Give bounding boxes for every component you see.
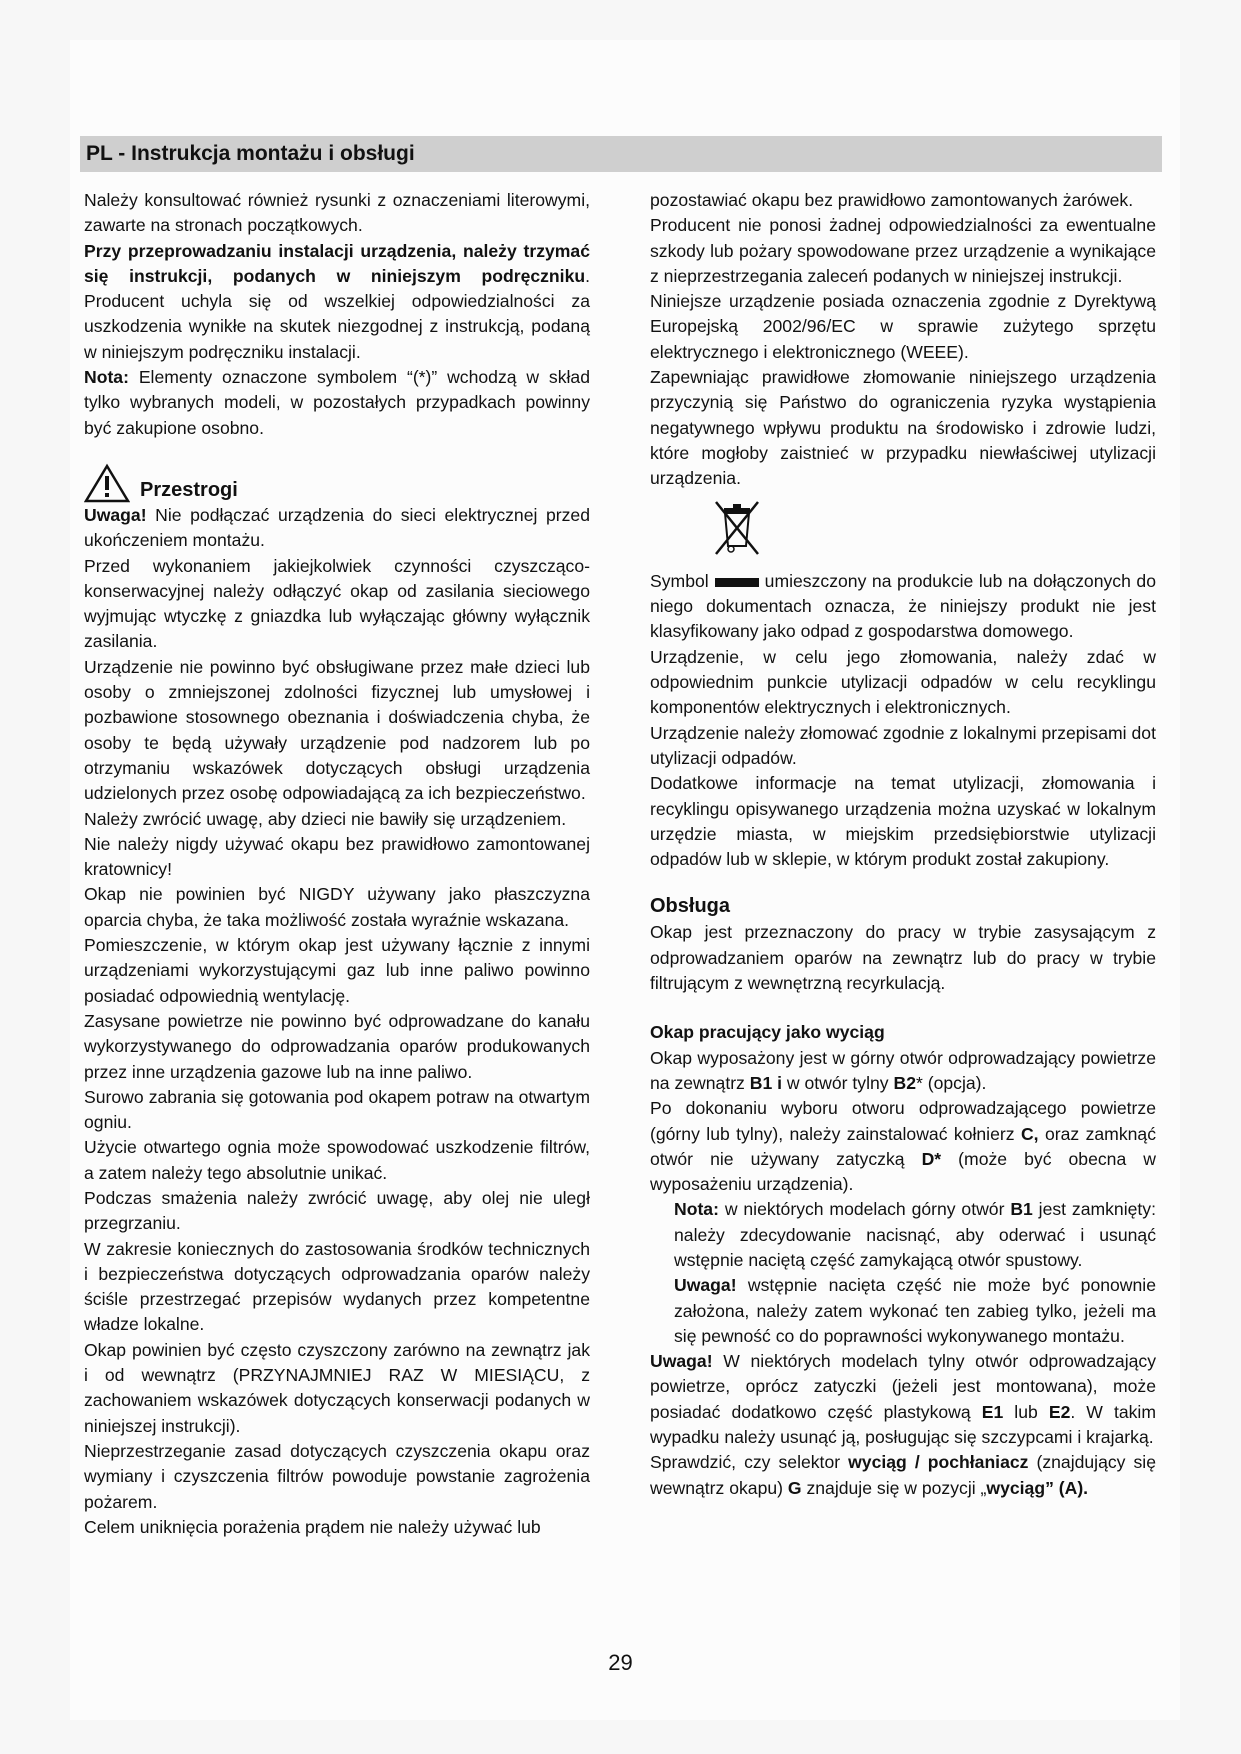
text-run: * (opcja). [916,1072,987,1093]
obsluga-heading: Obsługa [650,895,731,918]
warning-paragraph: Należy zwrócić uwagę, aby dzieci nie bawiły się urządzeniem. [84,808,567,829]
text-run: lub [1003,1401,1049,1422]
info-paragraph: Dodatkowe informacje na temat utylizacji, złomowania i recyklingu opisywanego urządzenia można uzyskać w lokalnym urzędzie miasta, w miejskim przedsiębiorstwie utylizacji odpadów lub w sklepie, w którym produkt został zakupiony. [650,773,1156,870]
uwaga-label: Uwaga! [674,1275,737,1296]
intro-paragraph: Należy konsultować również rysunki z oznaczeniami literowymi, zawarte na stronach początkowych. [84,190,590,236]
black-bar-symbol [715,578,759,587]
text-run: Po dokonaniu wyboru otworu odprowadzającego powietrze (górny lub tylny), należy zainstalować kołnierz [650,1098,1156,1144]
nota-paragraph [84,365,590,441]
local-rules-paragraph: Urządzenie należy złomować zgodnie z lokalnymi przepisami dot utylizacji odpadów. [650,722,1156,768]
ref-d: D* [921,1148,942,1169]
position-label: wyciąg” (A). [986,1477,1089,1498]
warnings-title: Przestrogi [140,478,238,501]
warning-paragraph: Podczas smażenia należy zwrócić uwagę, aby olej nie uległ przegrzaniu. [84,1187,590,1234]
selector-paragraph [650,1450,1156,1501]
outlet-paragraph [650,1046,1156,1097]
selector-name: wyciąg / pochłaniacz [848,1452,1029,1473]
ref-b2: B2 [893,1072,916,1093]
left-column [84,188,590,1540]
text-run: oraz zamknąć otwór nie używany zatyczką [650,1123,1156,1169]
ref-b1: B1 [749,1072,773,1093]
weee-paragraph: Niniejsze urządzenie posiada oznaczenia zgodnie z Dyrektywą Europejską 2002/96/EC w sprawie zużytego sprzętu elektrycznego i elektronicznego (WEEE). [650,291,1156,362]
text-run: w niektórych modelach górny otwór [718,1199,1011,1220]
warning-paragraph: Surowo zabrania się gotowania pod okapem potraw na otwartym ogniu. [84,1086,590,1133]
ref-i: i [772,1072,783,1093]
text-run: . W takim wypadku należy usunąć ją, posługując się szczypcami i krajarką. [650,1401,1156,1448]
recycle-paragraph: Urządzenie, w celu jego złomowania, należy zdać w odpowiednim punkcie utylizacji odpadów w celu recyklingu komponentów elektrycznych i elektronicznych. [650,646,1156,718]
warnings-heading [84,463,590,503]
warning-paragraph: Urządzenie nie powinno być obsługiwane przez małe dzieci lub osoby o zmniejszonej zdolności fizycznej lub umysłowej i pozbawione stosownego obeznania i doświadczenia chyba, że osoby te będą używały urządzenie pod nadzorem lub po otrzymaniu wskazówek dotyczących obsługi urządzenia udzielonych przez osobę odpowiadającą za ich bezpieczeństwo. [84,656,590,804]
uwaga-paragraph [84,503,590,554]
install-bold: Przy przeprowadzaniu instalacji urządzenia, należy trzymać się instrukcji, podanych w niniejszym podręczniku [84,240,590,286]
disposal-paragraph: Zapewniając prawidłowe złomowanie niniejszego urządzenia przyczynią się Państwo do ograniczenia ryzyka wystąpienia negatywnego wpływu produktu na środowisko i zdrowie ludzi, które mogłoby zaistnieć w przypadku niewłaściwej utylizacji urządzenia. [650,367,1156,489]
text-run: (znajdujący się wewnątrz okapu) [650,1452,1156,1498]
nota-text: Elementy oznaczone symbolem “(*)” wchodzą w skład tylko wybranych modeli, w pozostałych przypadkach powinny być zakupione osobno. [84,367,590,438]
uwaga-indented-paragraph [650,1273,1156,1349]
install-paragraph [84,239,590,365]
warning-paragraph: W zakresie koniecznych do zastosowania środków technicznych i bezpieczeństwa dotyczących odprowadzania oparów należy ściśle przestrzegać przepisów wydanych przez kompetentne władze lokalne. [84,1238,590,1335]
text-run: wstępnie nacięta część nie może być ponownie założona, należy zatem wykonać ten zabieg tylko, jeżeli ma się pewność co do poprawności wykonywanego montażu. [674,1275,1156,1346]
warning-paragraph: Zasysane powietrze nie powinno być odprowadzane do kanału wykorzystywanego do odprowadzania oparów produkowanych przez inne urządzenia gazowe lub na inne paliwo. [84,1010,590,1082]
uwaga-label: Uwaga! [650,1351,713,1372]
ref-b1: B1 [1010,1199,1033,1220]
ref-e1: E1 [981,1401,1004,1422]
nota-label: Nota: [674,1199,719,1220]
liability-paragraph: Producent nie ponosi żadnej odpowiedzialności za ewentualne szkody lub pożary spowodowane przez urządzenie a wynikające z nieprzestrzegania zaleceń podanych w niniejszej instrukcji. [650,215,1156,286]
flange-paragraph [650,1096,1156,1197]
warning-paragraph: Pomieszczenie, w którym okap jest używany łącznie z innymi urządzeniami wykorzystującymi gaz lub inne paliwo powinno posiadać odpowiednią wentylację. [84,935,590,1006]
warning-paragraph: Przed wykonaniem jakiejkolwiek czynności czyszcząco-konserwacyjnej należy odłączyć okap od zasilania sieciowego wyjmując wtyczkę z gniazdka lub wyłączając główny wyłącznik zasilania. [84,555,590,652]
ref-g: G [787,1477,802,1498]
symbol-label: Symbol [650,570,709,591]
symbol-text: umieszczony na produkcie lub na dołączonych do niego dokumentach oznacza, że niniejszy produkt nie jest klasyfikowany jako odpad z gospodarstwa domowego. [650,570,1156,642]
warning-paragraph: Celem uniknięcia porażenia prądem nie należy używać lub [84,1516,541,1537]
page-number: 29 [608,1650,633,1675]
rear-outlet-paragraph [650,1349,1156,1450]
text-run: (może być obecna w wyposażeniu urządzenia). [650,1148,1156,1195]
uwaga-label: Uwaga! [84,504,147,525]
crossed-bin-icon [712,498,762,558]
text-run: Sprawdzić, czy selektor [650,1452,849,1473]
text-run: w otwór tylny [782,1072,894,1093]
symbol-paragraph [650,569,1156,645]
warning-paragraph: Użycie otwartego ognia może spowodować uszkodzenie filtrów, a zatem należy tego absolutnie unikać. [84,1137,590,1183]
text-run: jest zamknięty: należy zdecydowanie nacisnąć, aby oderwać i usunąć wstępnie naciętą część zamykającą otwór spustowy. [674,1199,1156,1270]
warning-paragraph: Okap powinien być często czyszczony zarówno na zewnątrz jak i od wewnątrz (PRZYNAJMNIEJ RAZ W MIESIĄCU, z zachowaniem wskazówek dotyczących konserwacji podanych w niniejszej instrukcji). [84,1339,590,1436]
page-title: PL - Instrukcja montażu i obsługi [80,136,1162,172]
ref-c: C, [1020,1123,1039,1144]
obsluga-paragraph: Okap jest przeznaczony do pracy w trybie zasysającym z odprowadzaniem oparów na zewnątrz lub do pracy w trybie filtrującym z wewnętrzną recyrkulacją. [650,922,1156,994]
right-column [650,188,1156,1501]
nota-label: Nota: [84,367,129,388]
uwaga-text: Nie podłączać urządzenia do sieci elektrycznej przed ukończeniem montażu. [84,504,590,551]
warning-triangle-icon [84,463,130,503]
wyciag-heading: Okap pracujący jako wyciąg [650,1022,885,1043]
text-run: znajduje się w pozycji „ [801,1477,987,1498]
continued-paragraph: pozostawiać okapu bez prawidłowo zamontowanych żarówek. [650,190,1134,210]
text-run: W niektórych modelach tylny otwór odprowadzający powietrze, oprócz zatyczki (jeżeli jest montowana), może posiadać dodatkowo część plastykową [650,1351,1156,1422]
text-run: Okap wyposażony jest w górny otwór odprowadzający powietrze na zewnątrz [650,1047,1156,1093]
ref-e2: E2 [1048,1401,1071,1422]
warning-paragraph: Nie należy nigdy używać okapu bez prawidłowo zamontowanej kratownicy! [84,833,590,880]
warning-paragraph: Nieprzestrzeganie zasad dotyczących czyszczenia okapu oraz wymiany i czyszczenia filtrów powoduje powstanie zagrożenia pożarem. [84,1440,590,1512]
warning-paragraph: Okap nie powinien być NIGDY używany jako płaszczyzna oparcia chyba, że taka możliwość została wyraźnie wskazana. [84,884,590,930]
nota-indented-paragraph [650,1197,1156,1273]
install-rest: . Producent uchyla się od wszelkiej odpowiedzialności za uszkodzenia wynikłe na skutek niezgodnej z instrukcją, podaną w niniejszym podręczniku instalacji. [84,265,590,362]
